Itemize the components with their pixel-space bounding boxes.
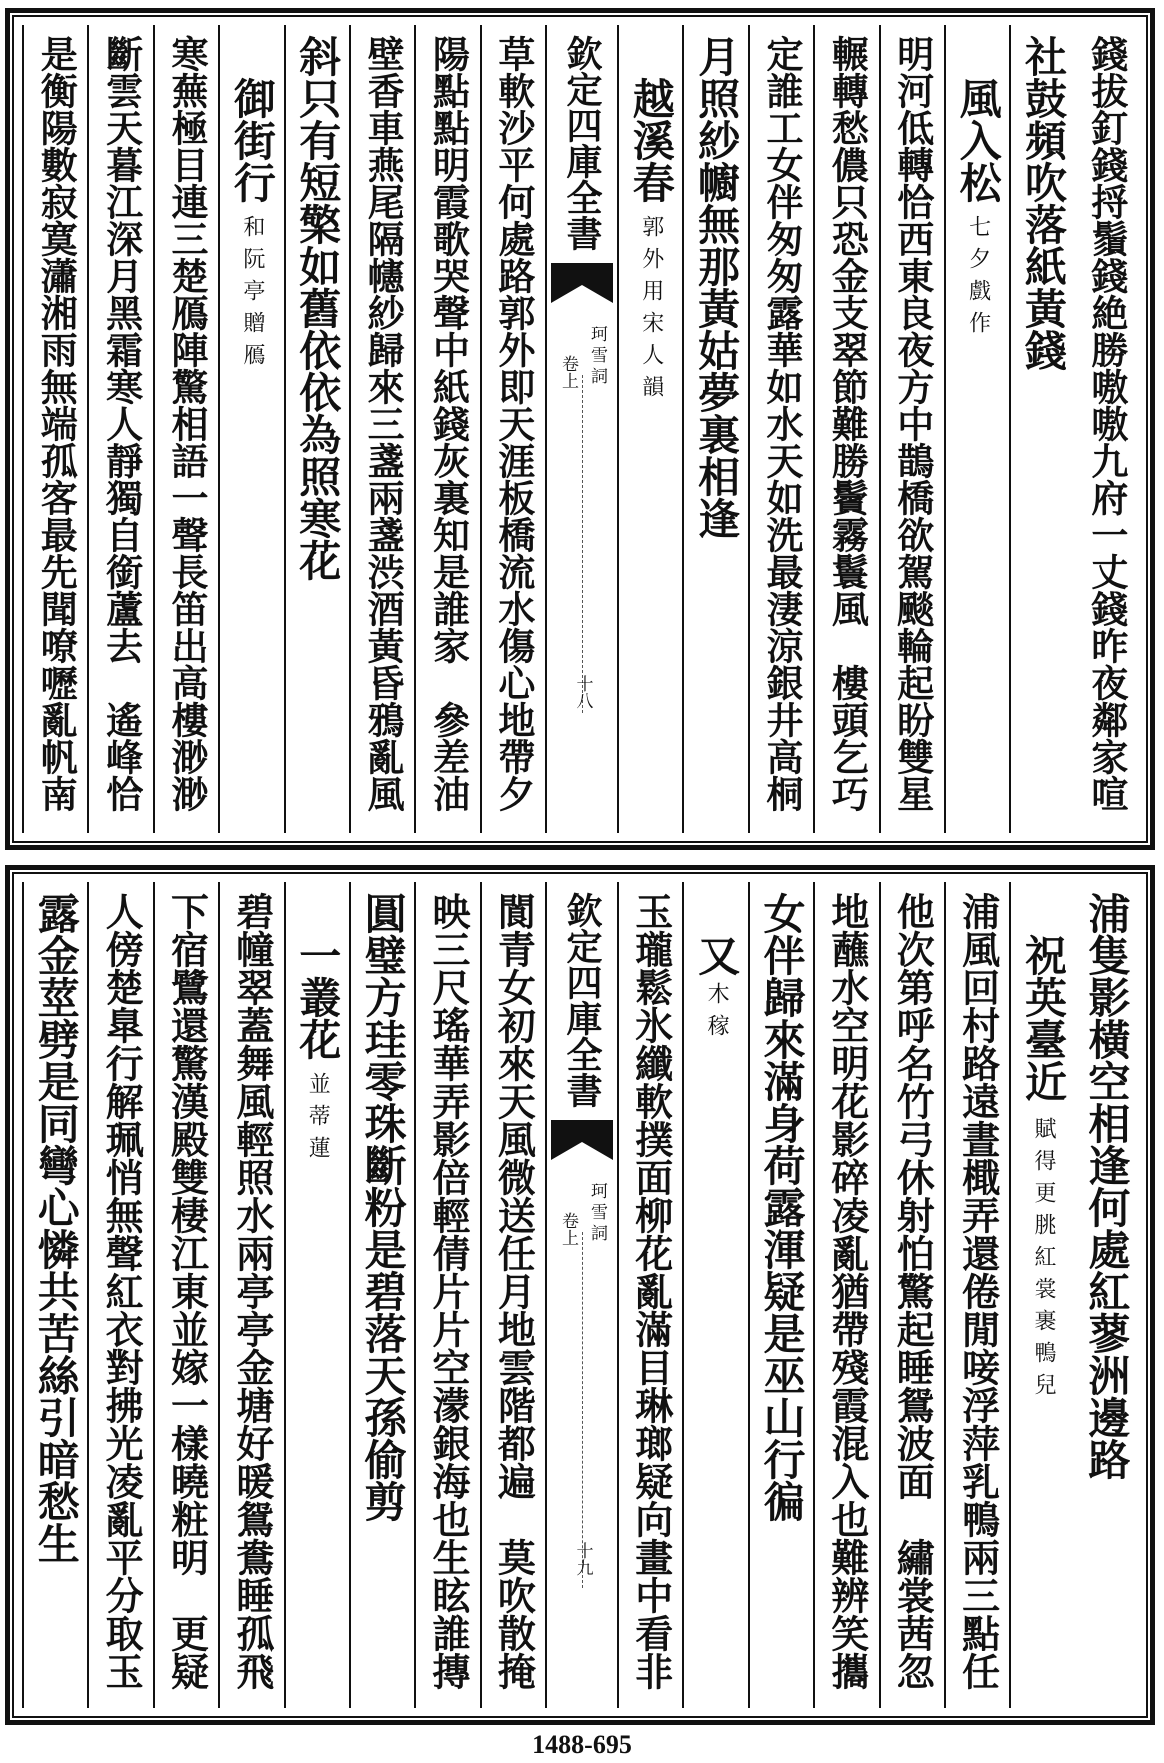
column-text: 寒蕪極目連三楚鴈陣驚相語一聲長笛出高樓渺渺 (164, 35, 209, 812)
column-text: 斜只有短檠如舊依依為照寒花 (293, 35, 343, 581)
spine-rule (582, 375, 583, 713)
spine-center (545, 25, 617, 833)
title-column (682, 882, 747, 1708)
text-column (284, 25, 349, 833)
text-column (218, 882, 283, 1708)
text-column (944, 882, 1009, 1708)
text-column (414, 882, 479, 1708)
text-column (617, 882, 682, 1708)
collection-title: 欽定四庫全書 (561, 892, 603, 1108)
text-column (414, 25, 479, 833)
volume-label: 卷上 (558, 1212, 578, 1246)
column-text: 明河低轉恰西東良夜方中鵲橋欲駕颷輪起盼雙星 (890, 35, 935, 812)
poem-note: 木稼 (704, 982, 730, 1046)
text-column (22, 25, 87, 833)
top-page (5, 8, 1155, 850)
column-text: 地蘸水空明花影碎凌亂猶帶殘霞混入也難辨笑攜 (824, 892, 870, 1690)
collection-title: 欽定四庫全書 (561, 35, 603, 251)
text-column (813, 25, 878, 833)
column-text: 社鼓頻吹落紙黃錢 (1018, 35, 1068, 371)
title-column (284, 882, 349, 1708)
column-text: 映三尺瑤華弄影倍輕倩片片空濛銀海也生眩誰摶 (425, 892, 471, 1690)
column-text: 壁香車燕尾隔幰紗歸來三盞兩盞渋酒黃昏鴉亂風 (361, 35, 406, 812)
column-text: 浦風回村路遠晝檝弄還倦閒唼浮萍乳鴨兩三點任 (955, 892, 1001, 1690)
title-column (617, 25, 682, 833)
volume-label: 卷上 (558, 355, 578, 389)
column-text: 草軟沙平何處路郭外即天涯板橋流水傷心地帶夕 (491, 35, 536, 812)
text-column (22, 882, 87, 1708)
column-text: 閬青女初來天風微送任月地雲階都遍 莫吹散掩 (491, 892, 537, 1690)
text-column (480, 882, 545, 1708)
folio-number: 十八 (572, 675, 593, 709)
title-column (944, 25, 1009, 833)
column-text: 定誰工女伴匆匆露華如水天如洗最淒涼銀井高桐 (759, 35, 804, 812)
column-text: 陽點點明霞歌哭聲中紙錢灰裏知是誰家 參差油 (426, 35, 471, 812)
text-column (349, 25, 414, 833)
title-column (1009, 882, 1074, 1708)
spine-rule (582, 1232, 583, 1588)
column-text: 露金莖劈是同彎心憐共苦絲引暗愁生 (31, 892, 81, 1564)
text-column (682, 25, 747, 833)
text-column (748, 25, 813, 833)
poem-note: 並蒂蓮 (305, 1072, 331, 1168)
column-text: 輾轉愁儂只恐金支翠節難勝鬢霧鬟風 樓頭乞巧 (825, 35, 870, 812)
page-number: 1488-695 (532, 1730, 632, 1759)
folio-number: 十九 (572, 1542, 593, 1576)
poem-note: 賦得更朓紅裳裹鴨兒 (1030, 1117, 1056, 1405)
column-text: 碧幢翠蓋舞風輕照水兩亭亭金塘好暖鴛鴦睡孤飛 (229, 892, 275, 1690)
text-column (153, 25, 218, 833)
poem-title: 越溪春 (626, 77, 676, 203)
column-text: 他次第呼名竹弓休射怕驚起睡鴛波面 繡裳茜忽 (890, 892, 936, 1690)
column-text: 女伴歸來滿身荷露渾疑是巫山行徧 (757, 892, 807, 1522)
column-text: 是衡陽數寂寞瀟湘雨無端孤客最先聞嘹嚦亂帆南 (34, 35, 79, 812)
poem-title: 又 (692, 934, 742, 976)
text-column (1075, 882, 1138, 1708)
fishtail-mark (551, 263, 613, 303)
column-text: 玉瓏鬆氷纖軟撲面柳花亂滿目琳瑯疑向畫中看非 (628, 892, 674, 1690)
text-column (879, 25, 944, 833)
spine-center (545, 882, 617, 1708)
text-column (153, 882, 218, 1708)
column-text: 月照紗幮無那黃姑夢裏相逢 (692, 35, 742, 539)
column-text: 錢拔釘錢捋鬚錢絶勝嗷嗷九府一丈錢昨夜鄰家喧 (1084, 35, 1129, 812)
text-column (87, 882, 152, 1708)
column-text: 人傍楚臯行解珮悄無聲紅衣對拂光凌亂平分取玉 (99, 892, 145, 1690)
poem-title: 一叢花 (293, 934, 343, 1060)
poem-title: 祝英臺近 (1018, 934, 1068, 1102)
text-column (1075, 25, 1138, 833)
bottom-page (5, 865, 1155, 1725)
column-text: 圓璧方珪零珠斷粉是碧落天孫偷剪 (358, 892, 408, 1522)
text-column (748, 882, 813, 1708)
column-text: 浦隻影橫空相逢何處紅蓼洲邊路 (1082, 892, 1132, 1480)
text-column (813, 882, 878, 1708)
bottom-page-columns (22, 882, 1138, 1708)
poem-note: 郭外用宋人韻 (638, 215, 664, 407)
column-text: 斷雲天暮江深月黑霜寒人靜獨自銜蘆去 遙峰恰 (99, 35, 144, 812)
book-title: 珂雪詞 (587, 1182, 607, 1245)
title-column (218, 25, 283, 833)
poem-title: 風入松 (953, 77, 1003, 203)
text-column (1009, 25, 1074, 833)
column-text: 下宿鷺還驚漢殿雙棲江東並嫁一樣曉粧明 更疑 (164, 892, 210, 1690)
fishtail-mark (551, 1120, 613, 1160)
text-column (480, 25, 545, 833)
book-title: 珂雪詞 (587, 325, 607, 388)
text-column (879, 882, 944, 1708)
text-column (349, 882, 414, 1708)
top-page-columns (22, 25, 1138, 833)
text-column (87, 25, 152, 833)
poem-note: 七夕戲作 (965, 215, 991, 343)
poem-title: 御街行 (227, 77, 277, 203)
poem-note: 和阮亭贈鴈 (239, 215, 265, 375)
